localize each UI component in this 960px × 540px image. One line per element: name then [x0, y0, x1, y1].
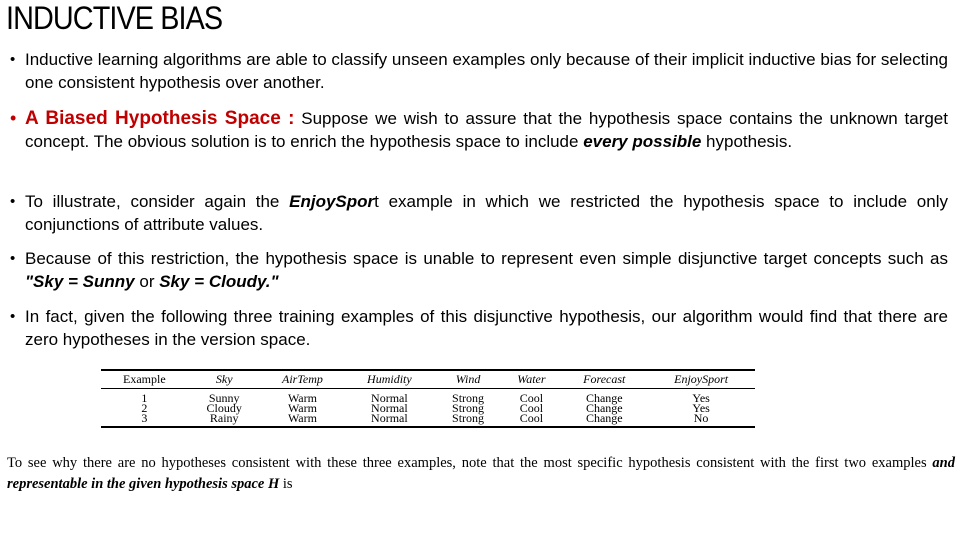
bullet-dot: • [10, 308, 16, 325]
bullet-inductive-learning [10, 48, 948, 94]
table-header-cell: Wind [435, 370, 502, 389]
table-cell: Cool [519, 391, 544, 405]
table-cell: 3 [101, 413, 188, 427]
closing-note [7, 453, 955, 495]
bullet-text-or: or [134, 272, 160, 291]
bullet-text: In fact, given the following three training examples of this disjunctive hypothesis, our algorithm would find that there are zero hypotheses in the version space. [25, 307, 948, 349]
table-cell: No [647, 413, 755, 427]
table-cell: Warm [287, 401, 317, 415]
bullet-restriction [10, 247, 948, 293]
bullet-biased-hypothesis-space [10, 107, 948, 153]
table-cell: Normal [371, 391, 408, 405]
table-header-cell: Water [501, 370, 561, 389]
table-cell: 1 [141, 391, 148, 405]
bullet-dot: • [10, 108, 17, 128]
table-cell: Yes [692, 401, 710, 415]
table-header-cell: EnjoySport [647, 370, 755, 389]
note-text: To see why there are no hypotheses consistent with these three examples, note that the most specific hypothesis consistent with the first two examples [7, 455, 933, 471]
table-cell: Sunny [208, 391, 240, 405]
bullet-text: Suppose we wish to assure that the hypothesis space contains the unknown target concept. The obvious solution is to enrich the hypothesis space to include [25, 109, 948, 151]
table-cell: Strong [435, 413, 502, 427]
bullet-heading: A Biased Hypothesis Space : [25, 108, 295, 129]
table-row [101, 413, 755, 427]
bullet-dot: • [10, 193, 16, 210]
bullet-zero-hypotheses [10, 305, 948, 351]
table-cell: Warm [287, 391, 317, 405]
training-examples-table [101, 369, 755, 428]
bullet-dot: • [10, 250, 16, 267]
table-cell: Rainy [188, 413, 261, 427]
table-header-cell: Sky [188, 370, 261, 389]
table-row [101, 403, 755, 413]
bullet-text-end: t example in which we restricted the hypothesis space to include only conjunctions of attribute values. [25, 192, 948, 234]
note-text-end: is [279, 476, 293, 492]
bullet-text: Because of this restriction, the hypothesis space is unable to represent even simple disjunctive target concepts such as [25, 249, 948, 268]
bullet-emphasis-1: "Sky = Sunny [25, 272, 135, 291]
bullet-text: To illustrate, consider again the [25, 192, 290, 211]
table-header-cell: AirTemp [261, 370, 344, 389]
table-cell: Normal [344, 413, 434, 427]
table-cell: Cloudy [206, 401, 242, 415]
table-header-cell: Example [101, 370, 188, 389]
table-header-cell: Humidity [344, 370, 434, 389]
table-cell: Change [585, 401, 623, 415]
table-cell: Yes [692, 391, 710, 405]
table-header-row [101, 370, 755, 389]
table-cell: Normal [371, 401, 408, 415]
table-cell: 2 [141, 401, 148, 415]
bullet-text: Inductive learning algorithms are able to classify unseen examples only because of their implicit inductive bias for selecting one consistent hypothesis over another. [25, 50, 948, 92]
table-cell: Strong [452, 391, 485, 405]
bullet-dot: • [10, 51, 16, 68]
note-emphasis: and representable in the given hypothesis space H [7, 455, 955, 492]
table-cell: Strong [452, 401, 485, 415]
bullet-emphasis-2: Sky = Cloudy." [159, 272, 279, 291]
page-title: INDUCTIVE BIAS [6, 0, 223, 36]
bullet-emphasis: EnjoySpor [289, 192, 375, 211]
table-cell: Change [585, 391, 623, 405]
table-cell: Cool [519, 401, 544, 415]
table-cell: Change [561, 413, 647, 427]
bullet-illustrate [10, 190, 948, 236]
bullet-text-end: hypothesis. [701, 132, 793, 151]
table-header-cell: Forecast [561, 370, 647, 389]
table-row [101, 389, 755, 404]
bullet-emphasis: every possible [583, 132, 702, 151]
table-cell: Warm [261, 413, 344, 427]
table-cell: Cool [501, 413, 561, 427]
